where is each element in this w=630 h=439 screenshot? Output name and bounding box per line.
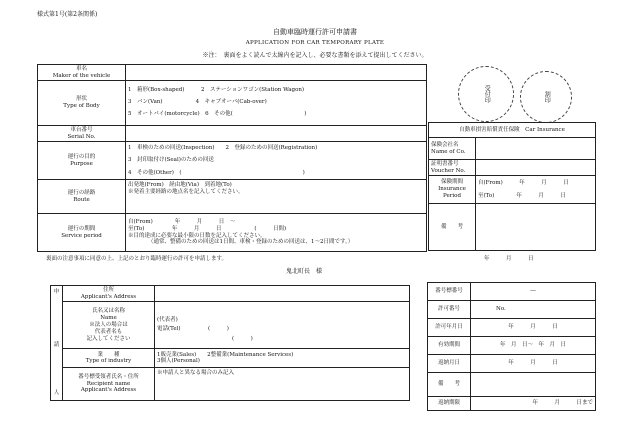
insurance-company-input[interactable] [476, 138, 596, 160]
voucher-label-cell [429, 160, 476, 176]
recipient-label-en2: Applicant's Address [80, 387, 137, 394]
period-from[interactable]: 自(From) 年 月 日 ～ [128, 218, 236, 225]
address-label: 住所 [102, 286, 114, 293]
corp-note1: ※法人の場合は [89, 321, 128, 328]
body-option-row[interactable]: 5 オートバイ(motorcycle) 6 その他( ) [128, 110, 307, 117]
recipient-note: ※申請人と異なる場合のみ記入 [157, 370, 235, 377]
office-use-table [427, 282, 596, 411]
maker-label-cell [38, 65, 126, 81]
vehicle-application-table [37, 64, 427, 252]
phone-label-2[interactable]: ( ) [232, 335, 253, 342]
recipient-label-cell [63, 368, 155, 400]
representative-label: (代表者) [157, 317, 178, 324]
name-label: 氏名又は名称 [91, 308, 125, 315]
insurance-period-input[interactable] [476, 176, 596, 204]
insurance-table [428, 122, 596, 251]
purpose-label: 運行の目的 [67, 153, 96, 160]
return-deadline-value[interactable]: 年 月 日まで [471, 397, 596, 411]
form-title-ja: 自動車臨時運行許可申請書 [273, 28, 357, 36]
receipt-stamp-circle [458, 66, 514, 122]
insurance-remarks-input[interactable] [476, 204, 596, 251]
applicant-side-char: 申 [53, 289, 60, 295]
insurance-period-label-en2: Period [443, 192, 461, 199]
maker-input[interactable] [126, 65, 427, 81]
applicant-table [50, 285, 410, 401]
purpose-option-row[interactable]: 1 車検のための回送(Inspection) 2 登録のための回送(Registration) [128, 145, 318, 152]
recipient-label-en: Recipient name [86, 380, 131, 387]
maker-label-en: Maker of the vehicle [52, 72, 111, 79]
insurance-company-label-en: Name of Co. [431, 148, 466, 155]
office-remarks-input[interactable] [471, 373, 596, 397]
purpose-label-cell [38, 142, 126, 180]
form-number: 様式第1号(第2条関係) [37, 11, 98, 18]
address-input[interactable] [155, 286, 410, 302]
route-line1: 出発地(From) 経由地(Via) 到着地(To) [128, 182, 232, 188]
industry-label-cell [63, 349, 155, 368]
recipient-input[interactable] [155, 368, 410, 400]
route-line2: ※発着主要経路の地点名を記入してください。 [128, 188, 244, 195]
serial-label: 車台番号 [70, 126, 93, 133]
period-input[interactable] [126, 214, 427, 252]
period-to[interactable]: 至(To) 年 月 日 ( 日間) [128, 225, 287, 232]
name-label-en: Name [100, 314, 117, 321]
voucher-input[interactable] [476, 160, 596, 176]
applicant-side-char: 請 [53, 341, 60, 348]
period-note1: ※目的達成に必要な最小限の日数を記入してください。 [128, 232, 266, 239]
addressee: 鬼北町長 様 [286, 268, 323, 275]
receipt-stamp-label: 受付印 [483, 85, 491, 103]
tally-stamp-circle [520, 71, 572, 123]
applicant-side-char: 人 [53, 389, 60, 396]
serial-input[interactable] [126, 126, 427, 142]
serial-label-en: Serial No. [67, 133, 96, 140]
insurance-company-label-cell [429, 138, 476, 160]
insurance-period-label: 保険期間 [440, 179, 463, 186]
body-option-row[interactable]: 3 バン(Van) 4 キャブオーバ(Cab-over) [128, 99, 267, 106]
recipient-label: 番号標受領者氏名・住所 [78, 373, 139, 380]
period-label-cell [38, 214, 126, 252]
valid-period-value[interactable]: 年 月 日～ 年 月 日 [471, 337, 596, 355]
route-label: 運行の経路 [67, 189, 96, 196]
permit-no-label: 許可番号 [428, 301, 471, 319]
applicant-side-cell [51, 286, 63, 401]
plate-no-label: 番号標番号 [428, 283, 471, 301]
route-label-cell [38, 180, 126, 214]
insurance-remarks-label: 備 考 [429, 204, 476, 251]
insurance-period-label-cell [429, 176, 476, 204]
body-label-cell [38, 81, 126, 126]
corp-note3: 記入してください [86, 335, 131, 342]
insurance-header: 自動車損害賠償責任保険 Car Insurance [429, 123, 596, 138]
purpose-option-row[interactable]: 3 封印取付け(Seal)のための回送 [128, 157, 214, 164]
form-note: ※注： 裏面をよく読んで太線内を記入し、必要な書類を添えて提出してください。 [202, 52, 428, 59]
address-label-en: Applicant's Address [80, 293, 137, 300]
period-label: 運行の期間 [67, 225, 96, 232]
agreement-date: 年 月 日 [484, 256, 534, 262]
route-label-en: Route [73, 196, 90, 203]
office-remarks-label: 備 考 [428, 373, 471, 397]
period-note2: （通常、整備のための回送は1日間、車検・登録のための回送は、1～2日間です。） [148, 239, 354, 246]
serial-label-cell [38, 126, 126, 142]
form-title-en: APPLICATION FOR CAR TEMPORARY PLATE [245, 40, 385, 46]
body-label-en: Type of Body [63, 103, 100, 109]
permit-date-label: 許可年月日 [428, 319, 471, 337]
purpose-options-cell[interactable] [126, 142, 427, 180]
valid-period-label: 有効期間 [428, 337, 471, 355]
name-input[interactable] [155, 302, 410, 349]
return-date-value[interactable]: 年 月 日 [471, 355, 596, 373]
maker-label: 車名 [75, 65, 87, 72]
insurance-period-label-en1: Insurance [438, 186, 466, 193]
voucher-label: 証明書番号 [431, 160, 459, 167]
industry-option-row[interactable]: 3個人(Personal) [157, 358, 200, 365]
phone-label[interactable]: 電話(Tel) ( ) [157, 326, 229, 333]
voucher-label-en: Voucher No. [431, 167, 466, 174]
period-label-en: Service period [61, 232, 102, 239]
name-label-cell [63, 302, 155, 349]
return-date-label: 返納月日 [428, 355, 471, 373]
address-label-cell [63, 286, 155, 302]
purpose-option-row[interactable]: 4 その他(Other) ( ) [128, 169, 305, 176]
body-label: 形状 [75, 96, 87, 103]
agreement-text: 裏面の注意事項に同意の上、上記のとおり臨時運行の許可を申請します。 [46, 256, 228, 262]
purpose-label-en: Purpose [70, 160, 93, 167]
tally-stamp-label: 割印 [543, 91, 551, 103]
industry-label: 業 種 [97, 351, 120, 358]
plate-no-value[interactable]: ― [471, 283, 596, 301]
permit-no-value[interactable]: No. [471, 301, 596, 319]
route-input[interactable] [126, 180, 427, 214]
body-options-cell[interactable] [126, 81, 427, 126]
industry-option-row[interactable]: 1販売業(Sales) 2整備業(Maintenance Services) [157, 351, 294, 358]
industry-input[interactable] [155, 349, 410, 368]
insurance-company-label: 保険会社名 [431, 141, 459, 148]
insurance-period-to[interactable]: 至(To) 年 月 日 [478, 192, 566, 199]
insurance-period-from[interactable]: 自(From) 年 月 日 [478, 180, 569, 187]
body-option-row[interactable]: 1 箱形(Box-shaped) 2 ステーションワゴン(Station Wagon) [128, 87, 305, 94]
industry-label-en: Type of industry [85, 358, 132, 365]
return-deadline-label: 返納期限 [428, 397, 471, 411]
corp-note2: 代表者名も [94, 328, 123, 335]
permit-date-value[interactable]: 年 月 日 [471, 319, 596, 337]
